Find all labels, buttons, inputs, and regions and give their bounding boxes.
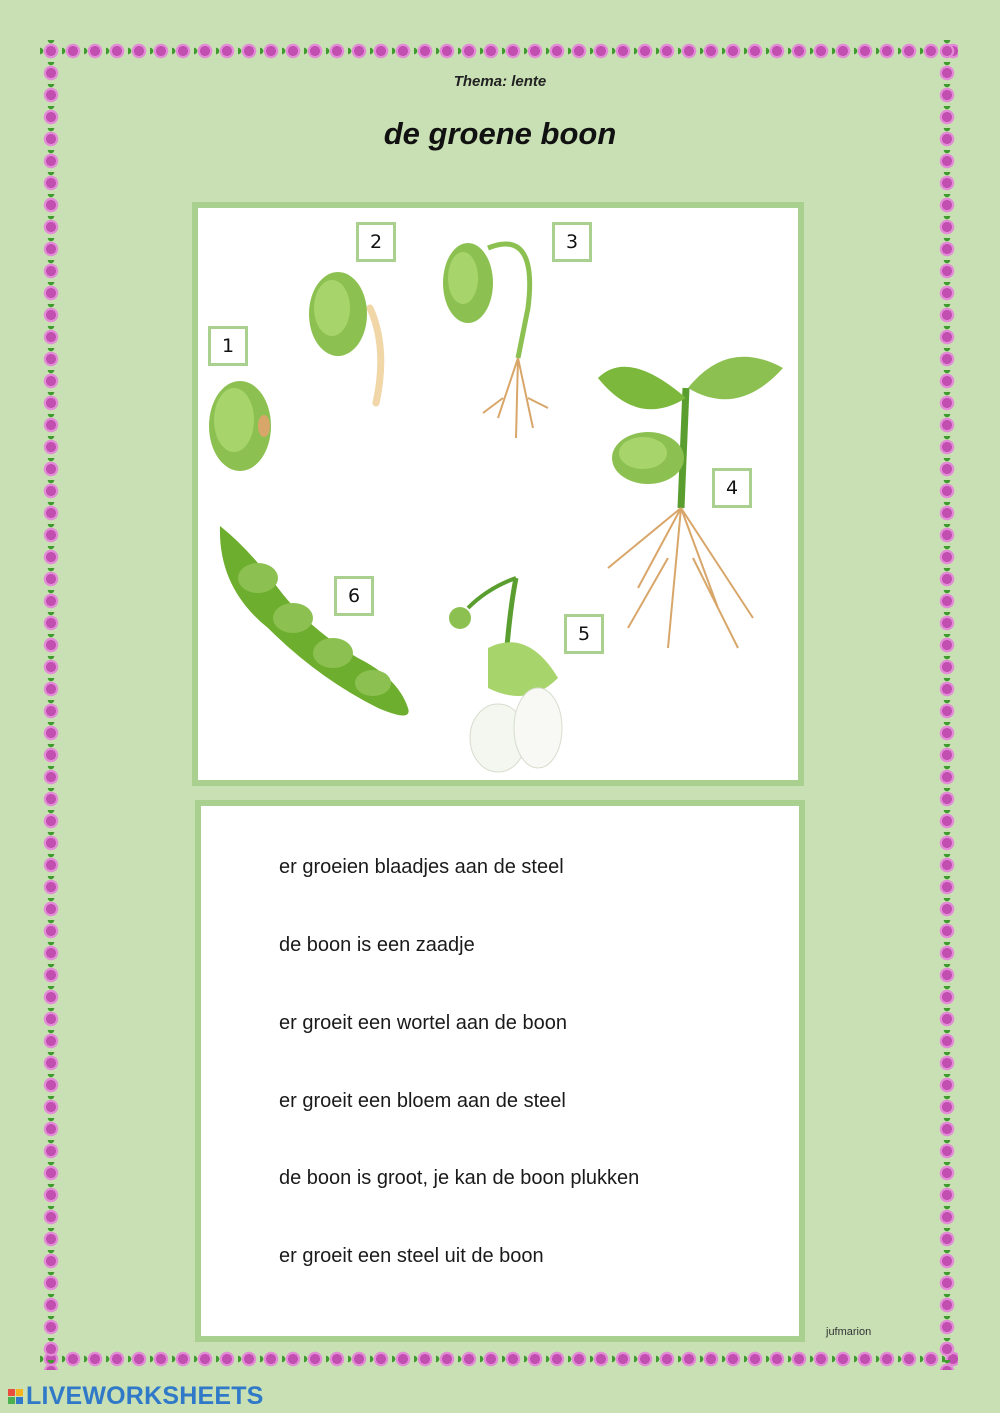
- sentence-item[interactable]: er groeit een wortel aan de boon: [279, 1012, 567, 1034]
- stage-number-1: 1: [208, 326, 248, 366]
- sentence-item[interactable]: er groeien blaadjes aan de steel: [279, 856, 564, 878]
- page-title: de groene boon: [383, 116, 617, 151]
- logo-text: LIVEWORKSHEETS: [26, 1382, 264, 1410]
- bean-lifecycle-illustration: [198, 208, 798, 780]
- flower-border-bottom: [40, 1348, 958, 1370]
- stage-number-6: 6: [334, 576, 374, 616]
- sentence-item[interactable]: de boon is groot, je kan de boon plukken: [279, 1167, 640, 1189]
- sentence-list: [195, 800, 805, 1342]
- flower-border-right: [936, 40, 958, 1370]
- author-credit: jufmarion: [826, 1326, 872, 1338]
- stage-number-5: 5: [564, 614, 604, 654]
- bean-pod-icon: [220, 526, 409, 716]
- sentence-item[interactable]: de boon is een zaadje: [279, 934, 475, 956]
- sentence-item[interactable]: er groeit een bloem aan de steel: [279, 1090, 566, 1112]
- sprouting-bean-icon: [443, 243, 548, 438]
- bean-flower-icon: [449, 578, 562, 772]
- sentence-item[interactable]: er groeit een steel uit de boon: [279, 1245, 544, 1267]
- flower-border-left: [40, 40, 62, 1370]
- stage-number-2: 2: [356, 222, 396, 262]
- bean-lifecycle-picture: [192, 202, 804, 786]
- stage-number-3: 3: [552, 222, 592, 262]
- seedling-with-leaves-icon: [598, 357, 783, 648]
- liveworksheets-logo[interactable]: [8, 1382, 264, 1411]
- bean-seed-icon: [209, 381, 271, 471]
- theme-label: Thema: lente: [453, 73, 547, 90]
- stage-number-4: 4: [712, 468, 752, 508]
- logo-mark-icon: [8, 1389, 23, 1404]
- germinating-bean-icon: [309, 272, 381, 403]
- flower-border-top: [40, 40, 958, 62]
